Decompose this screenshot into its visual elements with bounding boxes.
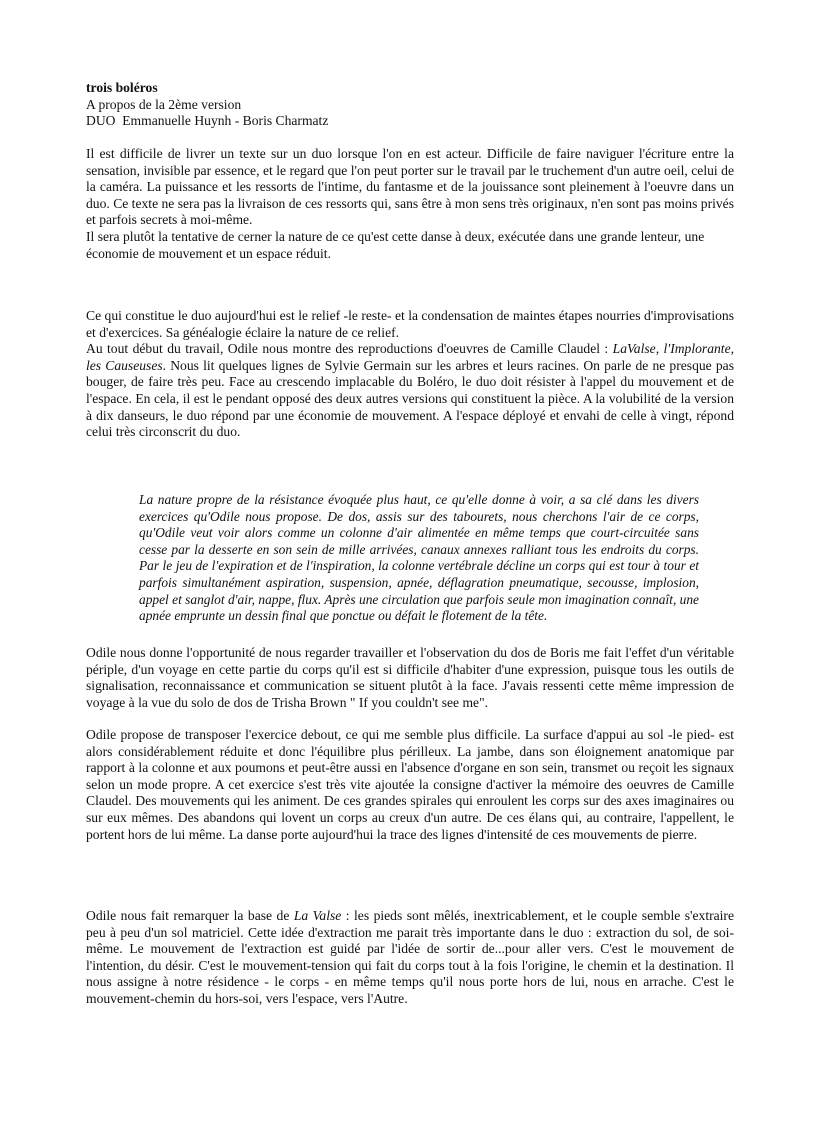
section-extraction — [86, 908, 734, 1008]
section-observation — [86, 645, 734, 711]
artwork-title: La Valse — [293, 908, 342, 923]
block-quote — [139, 492, 699, 625]
section-genealogy — [86, 308, 734, 441]
artwork-titles: LaValse, l'Implorante, les Causeuses — [86, 341, 734, 373]
paragraph: Il est difficile de livrer un texte sur un duo lorsque l'on en est acteur. Difficile de faire naviguer l'écriture entre la sensation, invisible par essence, et le regard que l'on peut porter sur le travail par le truchement d'un autre oeil, celui de la caméra. La puissance et les ressorts de l'intime, du fantasme et de la jouissance sont pleinement à l'oeuvre dans un duo. Ce texte ne sera pas la livraison de ces ressorts qui, sans être à mon sens très originaux, n'en sont pas moins privés et parfois secrets à moi-même. — [86, 146, 735, 228]
paragraph: Il sera plutôt la tentative de cerner la nature de ce qu'est cette danse à deux, exécutée dans une grande lenteur, une économie de mouvement et un espace réduit. — [86, 228, 705, 261]
section-intro — [86, 146, 734, 262]
quote-text: La nature propre de la résistance évoquée plus haut, ce qu'elle donne à voir, a sa clé dans les divers exercices qu'Odile nous propose. De dos, assis sur des tabourets, nous cherchons l'air de ce corps, qu'Odile veut voir alors comme un colonne d'air alimentée en même temps que court-circuitée sans cesse par la desserte en son sein de mille arrivées, canaux annexes ralliant tous les endroits du corps. Par le jeu de l'expiration et de l'inspiration, la colonne vertébrale décline un corps qui est tour à tour et parfois simultanément aspiration, suspension, apnée, déflagration pneumatique, secousse, implosion, appel et sanglot d'air, nappe, flux. Après une circulation que parfois seule mon imagination connaît, une apnée emprunte un dessin final que ponctue ou défait le flotement de la tête. — [139, 492, 699, 624]
paragraph-text: Au tout début du travail, Odile nous montre des reproductions d'oeuvres de Camille Claudel : — [86, 341, 613, 357]
section-standing-exercise — [86, 727, 734, 843]
document-header — [86, 80, 328, 130]
paragraph-text: : les pieds sont mêlés, inextricablement, et le couple semble s'extraire peu à peu d'un sol matriciel. Cette idée d'extraction me parait très importante dans le duo : extraction du sol, de soi-même. Le mouvement de l'extraction est guidé par l'idée de sortir de...pour aller vers. C'est le mouvement de l'intention, du désir. C'est le mouvement-tension qui fait du corps tout à la fois l'origine, le chemin et la destination. Il nous assigne à notre résidence - le corps - en même temps qu'il nous porte hors de lui, nous en arrache. C'est le mouvement-chemin du hors-soi, vers l'espace, vers l'Autre. — [86, 908, 734, 1006]
paragraph-text: . Nous lit quelques lignes de Sylvie Germain sur les arbres et leurs racines. On parle de ne presque pas bouger, de faire très peu. Face au crescendo implacable du Boléro, le duo doit résister à l'appel du mouvement et de l'espace. En cela, il est le pendant opposé des deux autres versions qui constituent la pièce. A la volubilité de la version à dix danseurs, le duo répond par une économie de mouvement. A l'espace déployé et envahi de celle à vingt, répond celui très circonscrit du duo. — [86, 357, 734, 440]
paragraph — [86, 341, 734, 441]
paragraph: Odile propose de transposer l'exercice debout, ce qui me semble plus difficile. La surface d'appui au sol -le pied- est alors considérablement réduite et donc l'équilibre plus périlleux. La jambe, dans son éloignement anatomique par rapport à la colonne et aux poumons et peut-être aussi en l'absence d'organe en son sein, transmet ou reçoit les signaux selon un mode propre. A cet exercice s'est très vite ajoutée la consigne d'activer la mémoire des oeuvres de Camille Claudel. Des mouvements qui les animent. De ces grandes spirales qui enroulent les corps sur des axes imaginaires ou sur eux mêmes. Des abandons qui lovent un corps au creux d'un autre. De ces élans qui, au contraire, l'appellent, le portent hors de lui même. La danse porte aujourd'hui la trace des lignes d'intensité de ces mouvements de pierre. — [86, 727, 734, 842]
paragraph: Odile nous donne l'opportunité de nous regarder travailler et l'observation du dos de Boris me fait l'effet d'un véritable périple, d'un voyage en cette partie du corps qu'il est si difficile d'habiter d'une expression, puisque tous les outils de signalisation, reconnaissance et communication se situent plutôt à la face. J'avais ressenti cette même impression de voyage à la vue du solo de dos de Trisha Brown " If you couldn't see me". — [86, 645, 734, 710]
document-title: trois boléros — [86, 80, 158, 95]
paragraph — [86, 908, 734, 1008]
paragraph: Ce qui constitue le duo aujourd'hui est le relief -le reste- et la condensation de maintes étapes nourries d'improvisations et d'exercices. Sa généalogie éclaire la nature de ce relief. — [86, 308, 734, 340]
document-subtitle: A propos de la 2ème version — [86, 96, 242, 112]
paragraph-text: Odile nous fait remarquer la base de — [86, 908, 294, 923]
document-credits: DUO Emmanuelle Huynh - Boris Charmatz — [86, 113, 329, 128]
